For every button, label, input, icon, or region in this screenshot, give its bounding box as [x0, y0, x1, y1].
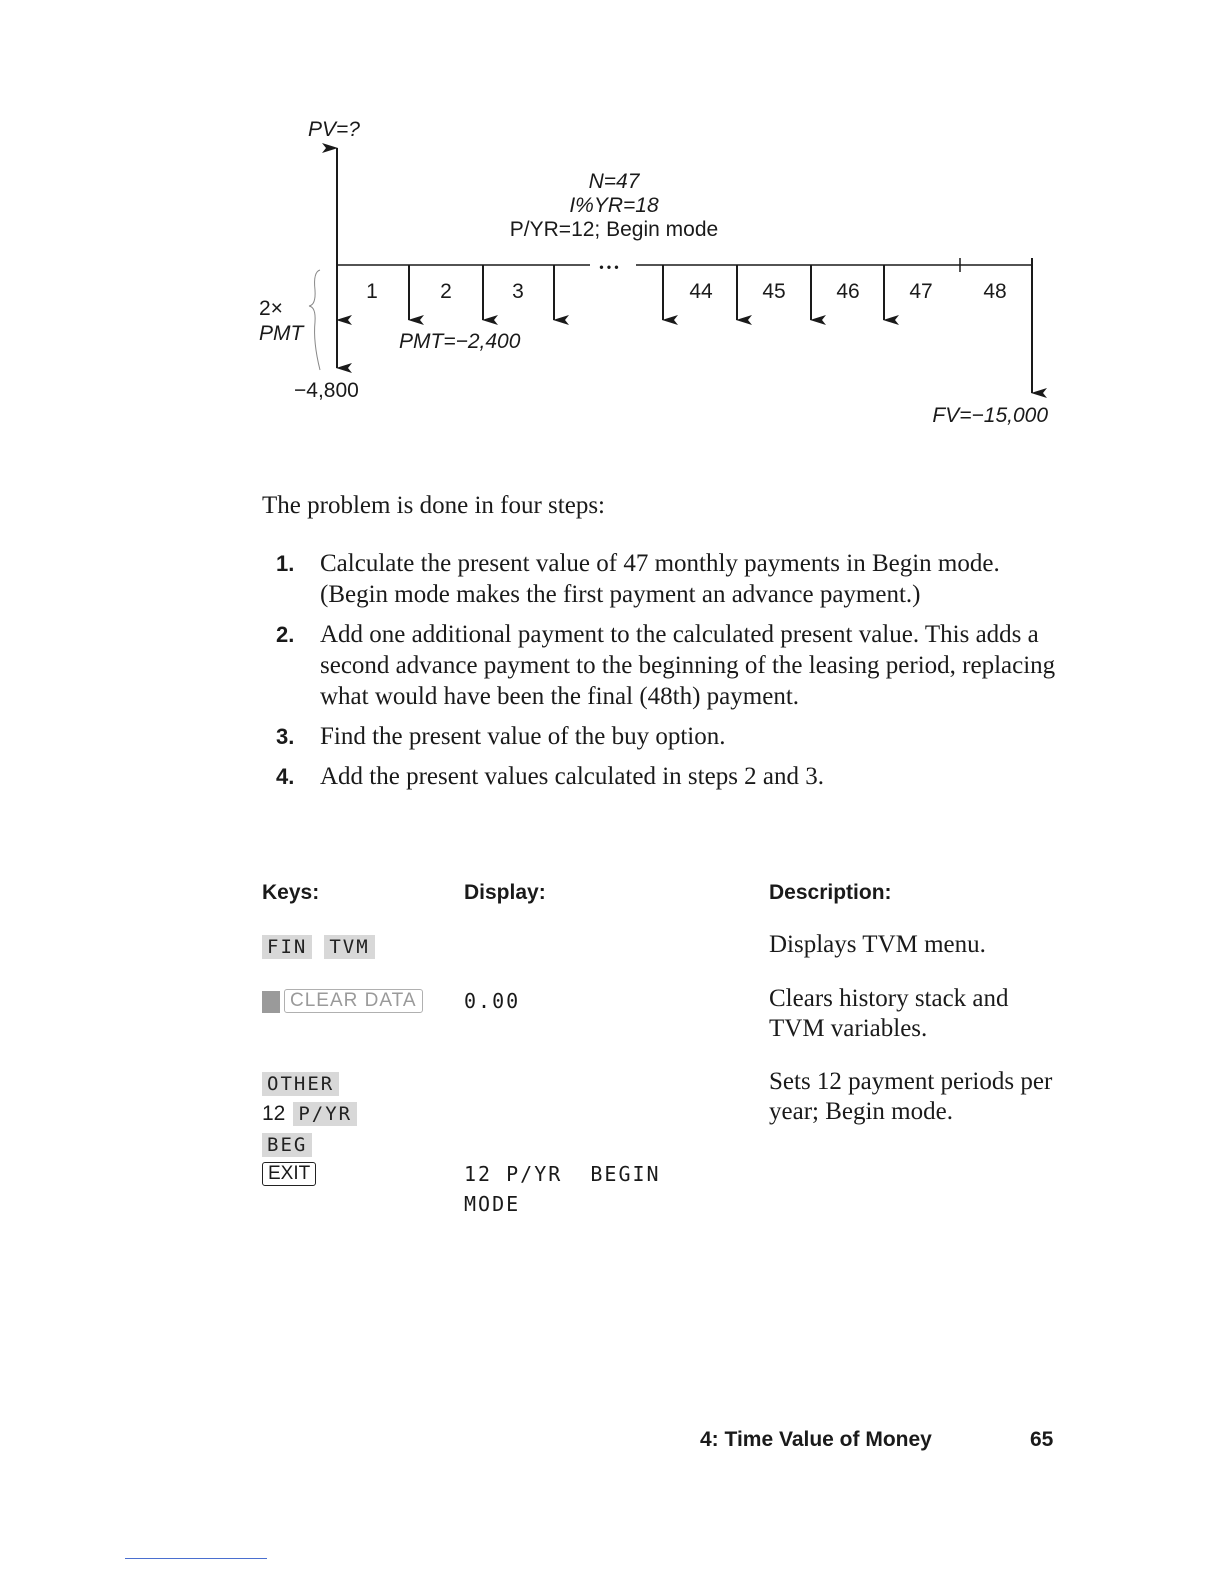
period-label: 47 — [909, 280, 933, 303]
shift-key-icon[interactable] — [262, 991, 280, 1013]
step-text: Calculate the present value of 47 monthly payments in Begin mode. (Begin mode makes the first payment an advance payment.) — [320, 550, 1000, 608]
keys-header: Keys: — [262, 881, 320, 904]
fin-key[interactable]: FIN — [262, 935, 312, 959]
step-item — [262, 721, 1062, 752]
period-label: 46 — [836, 280, 860, 303]
step-number: 2. — [276, 622, 295, 647]
description-row-2: Clears history stack and TVM variables. — [769, 985, 1009, 1042]
pmt-word: PMT — [259, 322, 304, 345]
step-item — [262, 548, 1062, 610]
display-row-2: 0.00 — [464, 989, 521, 1013]
description-row-3: Sets 12 payment periods per year; Begin mode. — [769, 1068, 1053, 1125]
keys-row-3c — [262, 1133, 312, 1157]
display-row-3-line1: 12 P/YR BEGIN — [464, 1162, 661, 1186]
pmt-brace — [309, 270, 320, 370]
step-number: 1. — [276, 551, 295, 576]
description-header: Description: — [769, 881, 892, 904]
step-text: Add one additional payment to the calculated present value. This adds a second advance payment to the beginning of the leasing period, replacing what would have been the final (48th) payment. — [320, 621, 1056, 710]
two-times-label: 2× — [259, 297, 283, 320]
keys-row-3d — [262, 1162, 316, 1186]
period-label: 45 — [762, 280, 786, 303]
page-number: 65 — [1030, 1428, 1054, 1451]
keys-row-1 — [262, 935, 375, 959]
param-pyr: P/YR=12; Begin mode — [509, 218, 719, 241]
step-item — [262, 761, 1062, 792]
fv-label: FV=−15,000 — [932, 404, 1048, 427]
pv-label: PV=? — [308, 118, 360, 141]
description-row-1: Displays TVM menu. — [769, 931, 986, 958]
first-payment-label: −4,800 — [294, 379, 359, 402]
display-header: Display: — [464, 881, 546, 904]
other-key[interactable]: OTHER — [262, 1072, 339, 1096]
period-label: 48 — [983, 280, 1007, 303]
period-label: 2 — [440, 280, 452, 303]
step-text: Find the present value of the buy option. — [320, 723, 726, 750]
param-n: N=47 — [588, 170, 640, 193]
step-number: 4. — [276, 764, 295, 789]
display-row-3-line2: MODE — [464, 1192, 521, 1216]
keys-row-2 — [262, 989, 423, 1013]
period-label: 3 — [512, 280, 524, 303]
pyr-key[interactable]: P/YR — [293, 1102, 357, 1126]
exit-key[interactable]: EXIT — [262, 1162, 316, 1186]
steps-list — [262, 548, 1062, 801]
chapter-title: 4: Time Value of Money — [700, 1428, 932, 1451]
period-label: 1 — [366, 280, 378, 303]
keys-row-3a — [262, 1072, 339, 1096]
bottom-rule — [125, 1558, 267, 1559]
pmt-label: PMT=−2,400 — [399, 330, 521, 353]
clear-data-key[interactable]: CLEAR DATA — [284, 989, 423, 1013]
cash-flow-diagram — [0, 0, 1224, 470]
step-number: 3. — [276, 724, 295, 749]
param-iyr: I%YR=18 — [569, 194, 659, 217]
step-item — [262, 619, 1062, 712]
tvm-key[interactable]: TVM — [324, 935, 374, 959]
intro-text: The problem is done in four steps: — [262, 492, 605, 519]
step-text: Add the present values calculated in steps 2 and 3. — [320, 763, 825, 790]
keys-row-3b — [262, 1102, 357, 1126]
timeline-ellipsis: • • • — [599, 260, 619, 274]
number-entry: 12 — [262, 1102, 286, 1125]
beg-key[interactable]: BEG — [262, 1133, 312, 1157]
period-label: 44 — [689, 280, 713, 303]
